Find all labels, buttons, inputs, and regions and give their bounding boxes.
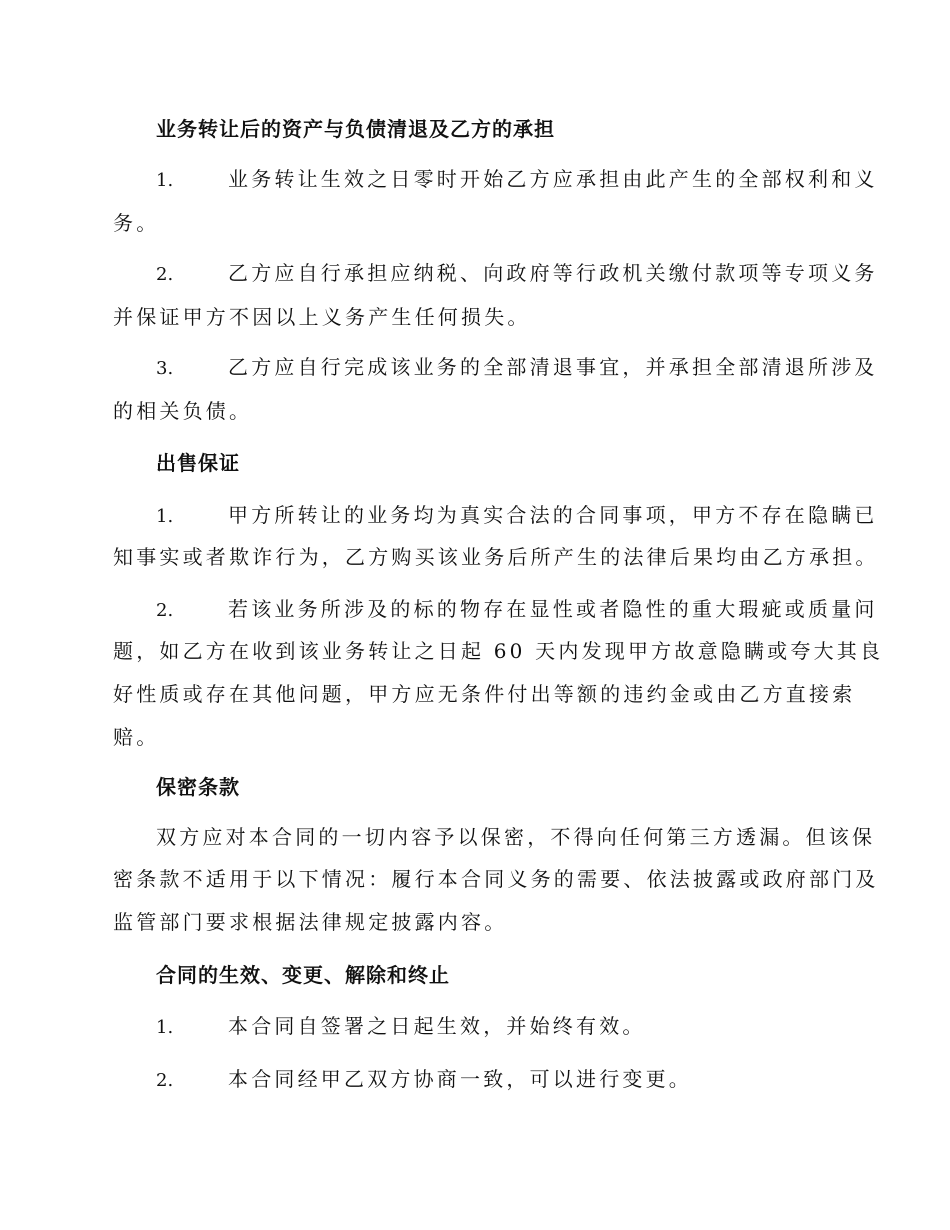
paragraph-line: 双方应对本合同的一切内容予以保密，不得向任何第三方透漏。但该保 [156,825,876,849]
item-text: 本合同自签署之日起生效，并始终有效。 [228,1014,646,1038]
section-heading-confidentiality: 保密条款 [156,775,240,799]
item-number: 1. [156,170,174,191]
item-text-continuation: 题，如乙方在收到该业务转让之日起 60 天内发现甲方故意隐瞒或夸大其良 [113,639,884,663]
item-number: 2. [156,600,174,621]
section-heading-effectiveness: 合同的生效、变更、解除和终止 [156,963,450,987]
item-text-continuation: 并保证甲方不因以上义务产生任何损失。 [113,305,531,329]
item-number: 2. [156,1070,174,1091]
item-text-continuation: 知事实或者欺诈行为，乙方购买该业务后所产生的法律后果均由乙方承担。 [113,545,879,569]
item-text: 业务转让生效之日零时开始乙方应承担由此产生的全部权利和义 [228,167,878,191]
section-heading-asset-liability: 业务转让后的资产与负债清退及乙方的承担 [156,117,555,141]
item-text-continuation: 的相关负债。 [113,399,253,423]
item-number: 3. [156,358,174,379]
paragraph-line: 监管部门要求根据法律规定披露内容。 [113,910,508,934]
item-text-continuation: 务。 [113,211,160,235]
item-number: 1. [156,1017,174,1038]
section-heading-sale-warranty: 出售保证 [156,451,240,475]
item-number: 1. [156,506,174,527]
item-text: 乙方应自行承担应纳税、向政府等行政机关缴付款项等专项义务 [228,261,878,285]
item-text: 乙方应自行完成该业务的全部清退事宜，并承担全部清退所涉及 [228,355,878,379]
item-text-continuation: 好性质或存在其他问题，甲方应无条件付出等额的违约金或由乙方直接索 [113,682,856,706]
item-text: 本合同经甲乙双方协商一致，可以进行变更。 [228,1067,692,1091]
item-text-continuation: 赔。 [113,725,160,749]
paragraph-line: 密条款不适用于以下情况：履行本合同义务的需要、依法披露或政府部门及 [113,867,879,891]
item-text: 若该业务所涉及的标的物存在显性或者隐性的重大瑕疵或质量问 [228,597,878,621]
item-number: 2. [156,264,174,285]
item-text: 甲方所转让的业务均为真实合法的合同事项，甲方不存在隐瞒已 [228,503,878,527]
